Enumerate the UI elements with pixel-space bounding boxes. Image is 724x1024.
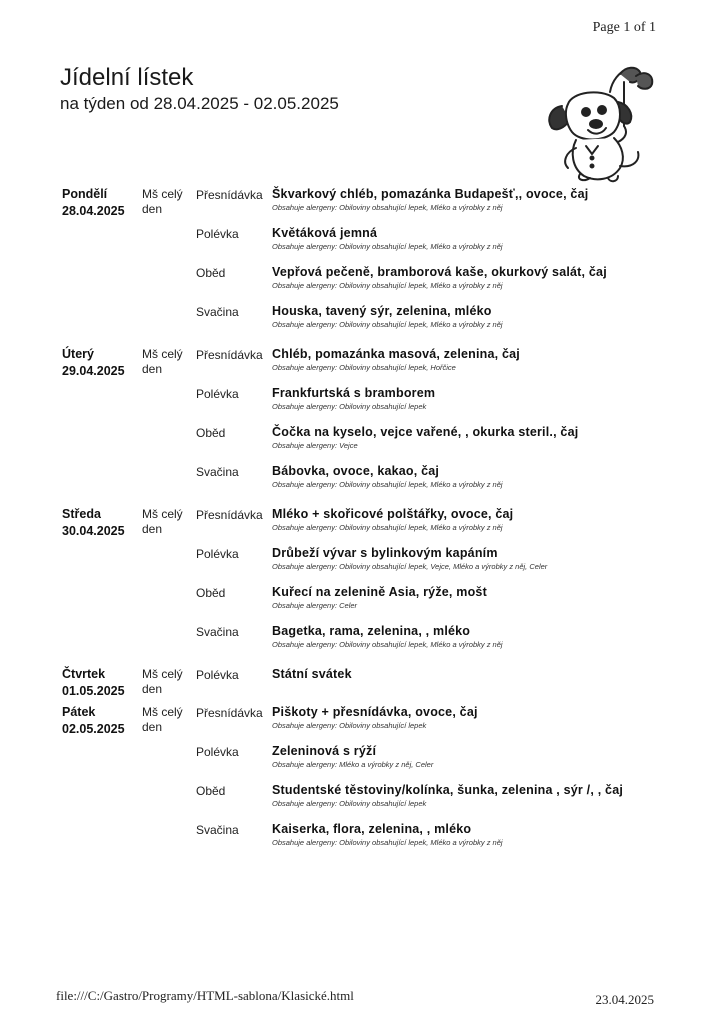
- chef-dog-mascot-icon: [540, 62, 660, 184]
- weekly-menu: [62, 186, 662, 864]
- day-section: [62, 186, 662, 342]
- meal-row: [196, 385, 662, 412]
- page-number: Page 1 of 1: [592, 20, 656, 35]
- meal-details: [272, 385, 662, 412]
- meal-type: Oběd: [196, 266, 226, 280]
- dish-name: Drůbeží vývar s bylinkovým kapáním: [272, 546, 498, 560]
- day-name: Úterý: [62, 347, 94, 361]
- day-date: 28.04.2025: [62, 204, 125, 218]
- meal-details: [272, 303, 662, 330]
- day-info: [62, 186, 142, 342]
- dish-name: Houska, tavený sýr, zelenina, mléko: [272, 304, 492, 318]
- meal-details: [272, 782, 662, 809]
- dish-name: Piškoty + přesnídávka, ovoce, čaj: [272, 705, 478, 719]
- day-name: Středa: [62, 507, 101, 521]
- day-section: [62, 506, 662, 662]
- meal-type: Svačina: [196, 465, 239, 479]
- serving-scope: Mš celý den: [142, 187, 183, 216]
- meal-row: [196, 303, 662, 330]
- day-info: [62, 666, 142, 700]
- meal-details: [272, 346, 662, 373]
- dish-name: Státní svátek: [272, 667, 352, 681]
- meal-type: Oběd: [196, 784, 226, 798]
- dish-name: Kuřecí na zelenině Asia, rýže, mošt: [272, 585, 487, 599]
- meal-row: [196, 666, 662, 683]
- allergen-note: Obsahuje alergeny: Obiloviny obsahující lepek, Mléko a výrobky z něj: [272, 320, 503, 329]
- meal-row: [196, 463, 662, 490]
- allergen-note: Obsahuje alergeny: Obiloviny obsahující lepek: [272, 402, 427, 411]
- meal-type: Svačina: [196, 305, 239, 319]
- allergen-note: Obsahuje alergeny: Vejce: [272, 441, 358, 450]
- meal-row: [196, 346, 662, 373]
- menu-title: Jídelní lístek: [60, 64, 194, 91]
- meal-type: Přesnídávka: [196, 188, 263, 202]
- meal-type: Přesnídávka: [196, 508, 263, 522]
- day-date: 01.05.2025: [62, 684, 125, 698]
- serving-scope: Mš celý den: [142, 705, 183, 734]
- dish-name: Květáková jemná: [272, 226, 378, 240]
- meal-details: [272, 463, 662, 490]
- week-range: na týden od 28.04.2025 - 02.05.2025: [60, 94, 339, 113]
- meal-row: [196, 782, 662, 809]
- allergen-note: Obsahuje alergeny: Obiloviny obsahující lepek, Mléko a výrobky z něj: [272, 838, 503, 847]
- day-section: [62, 666, 662, 700]
- meal-details: [272, 225, 662, 252]
- day-info: [62, 346, 142, 502]
- allergen-note: Obsahuje alergeny: Obiloviny obsahující lepek, Mléko a výrobky z něj: [272, 242, 503, 251]
- serving-scope: Mš celý den: [142, 667, 183, 696]
- allergen-note: Obsahuje alergeny: Obiloviny obsahující lepek: [272, 721, 427, 730]
- meal-list: [196, 704, 662, 860]
- day-info: [62, 506, 142, 662]
- day-name: Pátek: [62, 705, 96, 719]
- dish-name: Bagetka, rama, zelenina, , mléko: [272, 624, 471, 638]
- meal-row: [196, 264, 662, 291]
- meal-list: [196, 346, 662, 502]
- dish-name: Čočka na kyselo, vejce vařené, , okurka steril., čaj: [272, 425, 579, 439]
- dish-name: Mléko + skořicové polštářky, ovoce, čaj: [272, 507, 514, 521]
- meal-row: [196, 545, 662, 572]
- day-name: Pondělí: [62, 187, 108, 201]
- meal-row: [196, 704, 662, 731]
- allergen-note: Obsahuje alergeny: Obiloviny obsahující lepek, Vejce, Mléko a výrobky z něj, Celer: [272, 562, 548, 571]
- dish-name: Studentské těstoviny/kolínka, šunka, zelenina , sýr /, , čaj: [272, 783, 624, 797]
- meal-row: [196, 821, 662, 848]
- meal-details: [272, 186, 662, 213]
- meal-row: [196, 225, 662, 252]
- allergen-note: Obsahuje alergeny: Mléko a výrobky z něj, Celer: [272, 760, 434, 769]
- meal-row: [196, 743, 662, 770]
- meal-list: [196, 506, 662, 662]
- meal-type: Přesnídávka: [196, 348, 263, 362]
- dish-name: Bábovka, ovoce, kakao, čaj: [272, 464, 440, 478]
- meal-row: [196, 584, 662, 611]
- meal-list: [196, 666, 662, 700]
- allergen-note: Obsahuje alergeny: Obiloviny obsahující lepek, Hořčice: [272, 363, 456, 372]
- serving-scope: Mš celý den: [142, 347, 183, 376]
- meal-details: [272, 666, 662, 683]
- meal-details: [272, 704, 662, 731]
- day-info: [62, 704, 142, 860]
- meal-type: Přesnídávka: [196, 706, 263, 720]
- meal-details: [272, 506, 662, 533]
- meal-type: Polévka: [196, 668, 239, 682]
- meal-type: Polévka: [196, 547, 239, 561]
- dish-name: Chléb, pomazánka masová, zelenina, čaj: [272, 347, 520, 361]
- meal-type: Svačina: [196, 625, 239, 639]
- day-date: 29.04.2025: [62, 364, 125, 378]
- dish-name: Vepřová pečeně, bramborová kaše, okurkový salát, čaj: [272, 265, 607, 279]
- dish-name: Zeleninová s rýží: [272, 744, 377, 758]
- meal-type: Polévka: [196, 227, 239, 241]
- meal-details: [272, 264, 662, 291]
- allergen-note: Obsahuje alergeny: Obiloviny obsahující lepek, Mléko a výrobky z něj: [272, 281, 503, 290]
- meal-list: [196, 186, 662, 342]
- allergen-note: Obsahuje alergeny: Obiloviny obsahující lepek, Mléko a výrobky z něj: [272, 203, 503, 212]
- day-section: [62, 704, 662, 860]
- meal-details: [272, 743, 662, 770]
- allergen-note: Obsahuje alergeny: Celer: [272, 601, 358, 610]
- meal-details: [272, 584, 662, 611]
- meal-type: Oběd: [196, 586, 226, 600]
- allergen-note: Obsahuje alergeny: Obiloviny obsahující lepek, Mléko a výrobky z něj: [272, 640, 503, 649]
- meal-type: Oběd: [196, 426, 226, 440]
- allergen-note: Obsahuje alergeny: Obiloviny obsahující lepek: [272, 799, 427, 808]
- dish-name: Frankfurtská s bramborem: [272, 386, 436, 400]
- meal-row: [196, 424, 662, 451]
- meal-row: [196, 623, 662, 650]
- allergen-note: Obsahuje alergeny: Obiloviny obsahující lepek, Mléko a výrobky z něj: [272, 523, 503, 532]
- meal-type: Polévka: [196, 387, 239, 401]
- meal-details: [272, 424, 662, 451]
- meal-details: [272, 623, 662, 650]
- meal-details: [272, 545, 662, 572]
- allergen-note: Obsahuje alergeny: Obiloviny obsahující lepek, Mléko a výrobky z něj: [272, 480, 503, 489]
- meal-type: Svačina: [196, 823, 239, 837]
- meal-type: Polévka: [196, 745, 239, 759]
- footer-file-path: file:///C:/Gastro/Programy/HTML-sablona/Klasické.html: [56, 988, 354, 1003]
- meal-row: [196, 506, 662, 533]
- day-date: 30.04.2025: [62, 524, 125, 538]
- day-date: 02.05.2025: [62, 722, 125, 736]
- dish-name: Škvarkový chléb, pomazánka Budapešť,, ovoce, čaj: [272, 187, 589, 201]
- meal-details: [272, 821, 662, 848]
- serving-scope: Mš celý den: [142, 507, 183, 536]
- meal-row: [196, 186, 662, 213]
- dish-name: Kaiserka, flora, zelenina, , mléko: [272, 822, 472, 836]
- footer-print-date: 23.04.2025: [595, 992, 654, 1007]
- day-section: [62, 346, 662, 502]
- day-name: Čtvrtek: [62, 667, 106, 681]
